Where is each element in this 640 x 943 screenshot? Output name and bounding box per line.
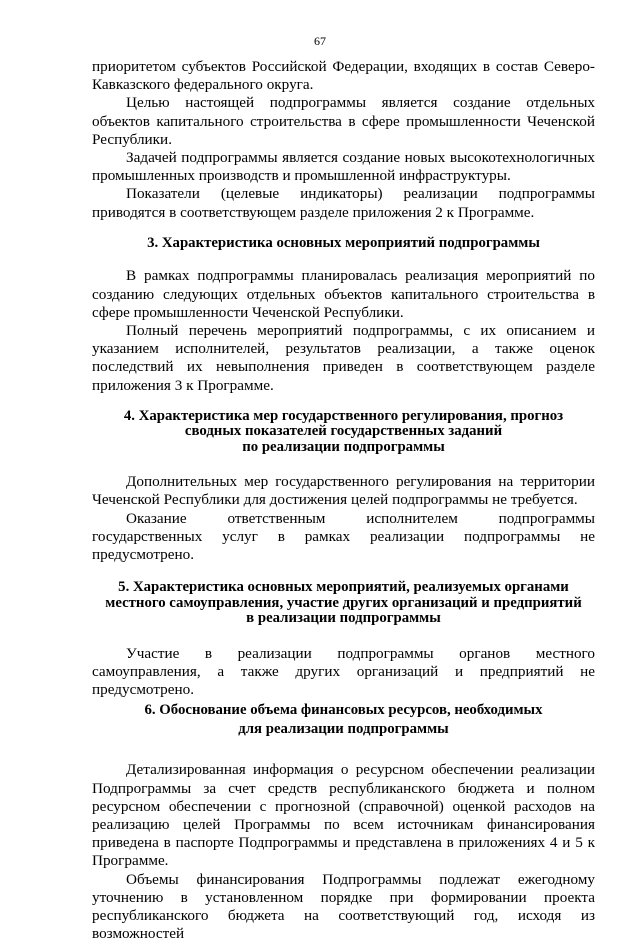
intro-paragraph-1: приоритетом субъектов Российской Федерации, входящих в состав Северо-Кавказского федерального округа. (92, 58, 595, 94)
section-4-heading (92, 409, 595, 456)
section-5-heading-line-3: в реализации подпрограммы (246, 610, 441, 627)
intro-paragraph-3: Задачей подпрограммы является создание новых высокотехнологичных промышленных производств и промышленной инфраструктуры. (92, 149, 595, 185)
section-6-paragraph-1: Детализированная информация о ресурсном обеспечении реализации Подпрограммы за счет средств республиканского бюджета и полном ресурсном обеспечении с прогнозной (справочной) оценкой расходов на реализацию целей Программы по всем источникам финансирования приведена в паспорте Подпрограммы и представлена в приложениях 4 и 5 к Программе. (92, 761, 595, 870)
section-6-heading-line-2: для реализации подпрограммы (238, 721, 449, 738)
section-5-heading-line-2: местного самоуправления, участие других организаций и предприятий (105, 594, 582, 611)
section-4-heading-line-2: сводных показателей государственных заданий (184, 423, 503, 440)
page-content (92, 58, 595, 943)
intro-paragraph-2: Целью настоящей подпрограммы является создание отдельных объектов капитального строительства в сфере промышленности Чеченской Республики. (92, 94, 595, 148)
section-4-heading-line-1: 4. Характеристика мер государственного регулирования, прогноз (123, 407, 564, 424)
section-6-heading-line-1: 6. Обоснование объема финансовых ресурсов, необходимых (144, 702, 543, 719)
section-5-heading-line-1: 5. Характеристика основных мероприятий, реализуемых органами (118, 579, 569, 596)
section-3-paragraph-2: Полный перечень мероприятий подпрограммы, с их описанием и указанием исполнителей, результатов реализации, а также оценок последствий их невыполнения приведен в соответствующем разделе приложения 3 к Программе. (92, 321, 595, 394)
section-4-heading-line-3: по реализации подпрограммы (242, 438, 445, 455)
section-4-paragraph-1: Дополнительных мер государственного регулирования на территории Чеченской Республики для достижения целей подпрограммы не требуется. (92, 473, 595, 509)
page-number: 67 (314, 34, 326, 48)
section-4-paragraph-2: Оказание ответственным исполнителем подпрограммы государственных услуг в рамках реализации подпрограммы не предусмотрено. (92, 509, 595, 564)
section-6-heading (92, 701, 595, 739)
section-5-paragraph-1: Участие в реализации подпрограммы органов местного самоуправления, а также других организаций и предприятий не предусмотрено. (92, 644, 595, 699)
section-6-paragraph-2: Объемы финансирования Подпрограммы подлежат ежегодному уточнению в установленном порядке при формировании проекта республиканского бюджета на соответствующий год, исходя из возможностей (92, 870, 595, 943)
section-5-heading (92, 580, 595, 627)
section-3-heading: 3. Характеристика основных мероприятий подпрограммы (147, 234, 540, 251)
intro-paragraph-4: Показатели (целевые индикаторы) реализации подпрограммы приводятся в соответствующем разделе приложения 2 к Программе. (92, 185, 595, 221)
section-3-paragraph-1: В рамках подпрограммы планировалась реализация мероприятий по созданию следующих отдельных объектов капитального строительства в сфере промышленности Чеченской Республики. (92, 267, 595, 321)
